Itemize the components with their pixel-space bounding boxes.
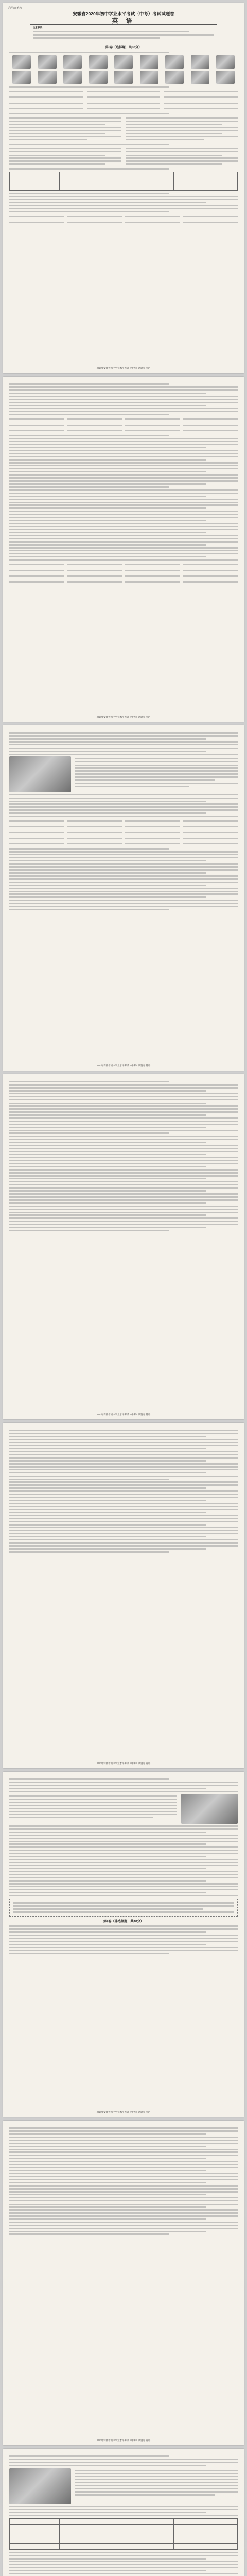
page-4	[3, 1074, 244, 1419]
reading-photo	[9, 756, 71, 792]
page-8	[3, 2449, 244, 2576]
page-1	[3, 3, 244, 373]
writing-table	[9, 2518, 238, 2550]
listening-table	[9, 172, 238, 191]
page-footer: 2020年安徽省初中学业水平考试（中考）试题卷 英语	[96, 1413, 151, 1416]
listening-heading	[9, 52, 169, 53]
page-7	[3, 2121, 244, 2445]
listening-pictures-row-2	[12, 71, 235, 84]
page-2	[3, 377, 244, 722]
options-box	[9, 1899, 238, 1917]
page-footer: 2020年安徽省初中学业水平考试（中考）试题卷 英语	[96, 2111, 151, 2113]
passage-photo	[9, 2468, 71, 2504]
page-footer: 2020年安徽省初中学业水平考试（中考）试题卷 英语	[96, 367, 151, 369]
listening-options	[9, 89, 238, 111]
exam-title: 安徽省2020年初中学业水平考试（中考）考试试题卷	[73, 11, 174, 16]
confidential-stamp: 启用前·绝密	[8, 7, 22, 10]
page-footer: 2020年安徽省初中学业水平考试（中考）试题卷 英语	[96, 716, 151, 718]
page-footer: 2020年安徽省初中学业水平考试（中考）试题卷 英语	[96, 1064, 151, 1067]
subject-title: 英 语	[112, 17, 135, 24]
listening-pictures-row-1	[12, 55, 235, 69]
page-footer: 2020年安徽省初中学业水平考试（中考）试题卷 英语	[96, 2439, 151, 2442]
page-6	[3, 1772, 244, 2117]
part-two-title: 第Ⅱ卷（非选择题，共40分）	[103, 1919, 144, 1923]
page-5	[3, 1423, 244, 1768]
page-footer: 2020年安徽省初中学业水平考试（中考）试题卷 英语	[96, 1762, 151, 1765]
listening-section-three	[9, 116, 238, 142]
part-one-title: 第Ⅰ卷（选择题，共80分）	[105, 46, 142, 50]
notes-box	[30, 24, 217, 42]
page-3	[3, 725, 244, 1071]
notes-label: 注意事项：	[33, 26, 44, 29]
article-photo	[181, 1794, 238, 1824]
